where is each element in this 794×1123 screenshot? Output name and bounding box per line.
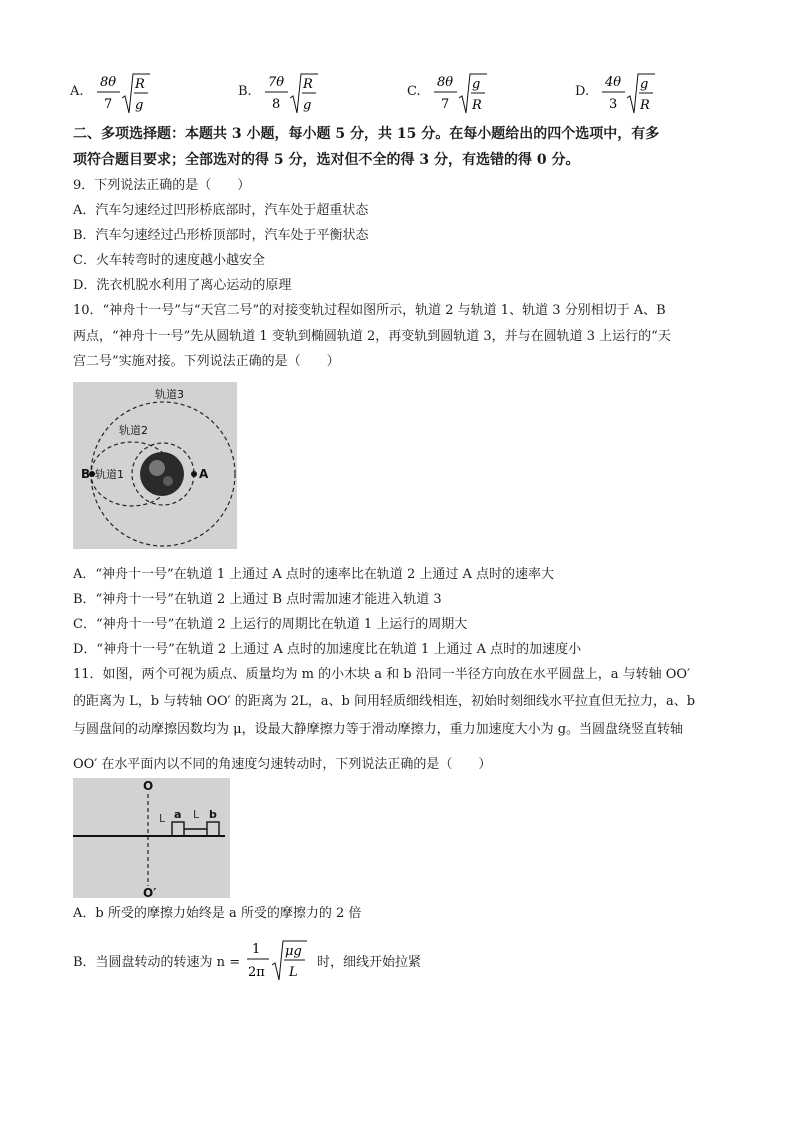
formula-numerator: 7θ [268, 75, 285, 90]
q11-stem-cont3: OO′ 在水平面内以不同的角速度匀速转动时，下列说法正确的是（ ） [73, 757, 492, 772]
distance-l-label: L [159, 812, 166, 825]
block-b-label: b [209, 808, 217, 821]
q10-stem-cont: 两点，“神舟十一号”先从圆轨道 1 变轨到椭圆轨道 2，再变轨到圆轨道 3，并与在圆轨道 3 上运行的“天 [73, 329, 671, 344]
q9-option-a[interactable]: A．汽车匀速经过凹形桥底部时，汽车处于超重状态 [73, 203, 369, 218]
q9-option-c[interactable]: C．火车转弯时的速度越小越安全 [73, 253, 265, 268]
option-letter: C. [407, 84, 421, 99]
formula [429, 68, 489, 118]
block-a-label: a [174, 808, 182, 821]
orbit-figure [73, 382, 237, 549]
formula-denominator: 7 [441, 97, 450, 112]
q10-stem: 10．“神舟十一号”与“天宫二号”的对接变轨过程如图所示，轨道 2 与轨道 1、轨道 3 分别相切于 A、B [73, 303, 666, 318]
disk-figure [73, 778, 230, 898]
radical-bottom: L [289, 965, 298, 980]
point-a-dot [191, 471, 197, 477]
option-b-suffix: 时，细线开始拉紧 [317, 955, 422, 970]
formula-denominator: 3 [609, 97, 618, 112]
q9-option-d[interactable]: D．洗衣机脱水利用了离心运动的原理 [73, 278, 292, 293]
q11-stem-cont: 的距离为 L，b 与转轴 OO′ 的距离为 2L，a、b 间用轻质细线相连，初始时刻细线水平拉直但无拉力，a、b [73, 694, 696, 709]
point-a-label: A [199, 467, 209, 481]
q10-option-a[interactable]: A．“神舟十一号”在轨道 1 上通过 A 点时的速率比在轨道 2 上通过 A 点时的速率大 [73, 567, 555, 582]
formula-denominator: 8 [272, 97, 281, 112]
formula [597, 68, 657, 118]
q10-option-b[interactable]: B．“神舟十一号”在轨道 2 上通过 B 点时需加速才能进入轨道 3 [73, 592, 442, 607]
radical-bottom: R [472, 98, 482, 113]
section-heading: 二、多项选择题：本题共 3 小题，每小题 5 分，共 15 分。在每小题给出的四个选项中，有多 [73, 126, 660, 142]
option-b-prefix: B．当圆盘转动的转速为 n = [73, 955, 241, 970]
q10-stem-cont2: 宫二号”实施对接。下列说法正确的是（ ） [73, 354, 340, 369]
q11-option-a[interactable]: A．b 所受的摩擦力始终是 a 所受的摩擦力的 2 倍 [73, 906, 362, 921]
option-letter: A. [70, 84, 84, 99]
disk-diagram [73, 778, 230, 898]
radical-top: μg [285, 944, 302, 959]
formula-denominator: 2π [248, 965, 265, 980]
radical-bottom: g [303, 98, 312, 113]
radical-bottom: R [640, 98, 650, 113]
formula [260, 68, 320, 118]
formula-numerator: 1 [252, 942, 261, 957]
axis-bottom-label: O′ [143, 886, 157, 898]
q8-options [70, 68, 730, 118]
formula-denominator: 7 [104, 97, 113, 112]
formula-numerator: 8θ [100, 75, 117, 90]
radical-top: g [640, 77, 649, 92]
q11-stem-cont2: 与圆盘间的动摩擦因数均为 μ，设最大静摩擦力等于滑动摩擦力，重力加速度大小为 g。当圆盘绕竖直转轴 [73, 722, 684, 737]
speed-formula [245, 935, 315, 985]
q10-option-d[interactable]: D．“神舟十一号”在轨道 2 上通过 A 点时的加速度比在轨道 1 上通过 A 点时的加速度小 [73, 642, 582, 657]
q10-option-c[interactable]: C．“神舟十一号”在轨道 2 上运行的周期比在轨道 1 上运行的周期大 [73, 617, 468, 632]
q11-stem: 11．如图，两个可视为质点、质量均为 m 的小木块 a 和 b 沿同一半径方向放在水平圆盘上，a 与转轴 OO′ [73, 667, 691, 682]
section-heading-cont: 项符合题目要求；全部选对的得 5 分，选对但不全的得 3 分，有选错的得 0 分。 [73, 152, 580, 168]
orbit-1-label: 轨道1 [95, 468, 124, 481]
radical-top: g [472, 77, 481, 92]
orbit-diagram [73, 382, 237, 549]
formula-numerator: 4θ [605, 75, 622, 90]
formula [92, 68, 152, 118]
radical-bottom: g [135, 98, 144, 113]
q11-option-b[interactable] [73, 935, 473, 985]
option-letter: D. [575, 84, 590, 99]
point-b-label: B [81, 467, 91, 481]
block-a [172, 822, 184, 836]
block-b [207, 822, 219, 836]
option-letter: B. [238, 84, 252, 99]
axis-top-label: O [143, 779, 154, 793]
orbit-2-label: 轨道2 [119, 424, 148, 437]
distance-l-label-2: L [193, 808, 200, 821]
radical-top: R [303, 77, 313, 92]
orbit-3-label: 轨道3 [155, 388, 184, 401]
formula-numerator: 8θ [437, 75, 454, 90]
radical-top: R [135, 77, 145, 92]
q9-stem: 9．下列说法正确的是（ ） [73, 178, 251, 193]
q9-option-b[interactable]: B．汽车匀速经过凸形桥顶部时，汽车处于平衡状态 [73, 228, 369, 243]
